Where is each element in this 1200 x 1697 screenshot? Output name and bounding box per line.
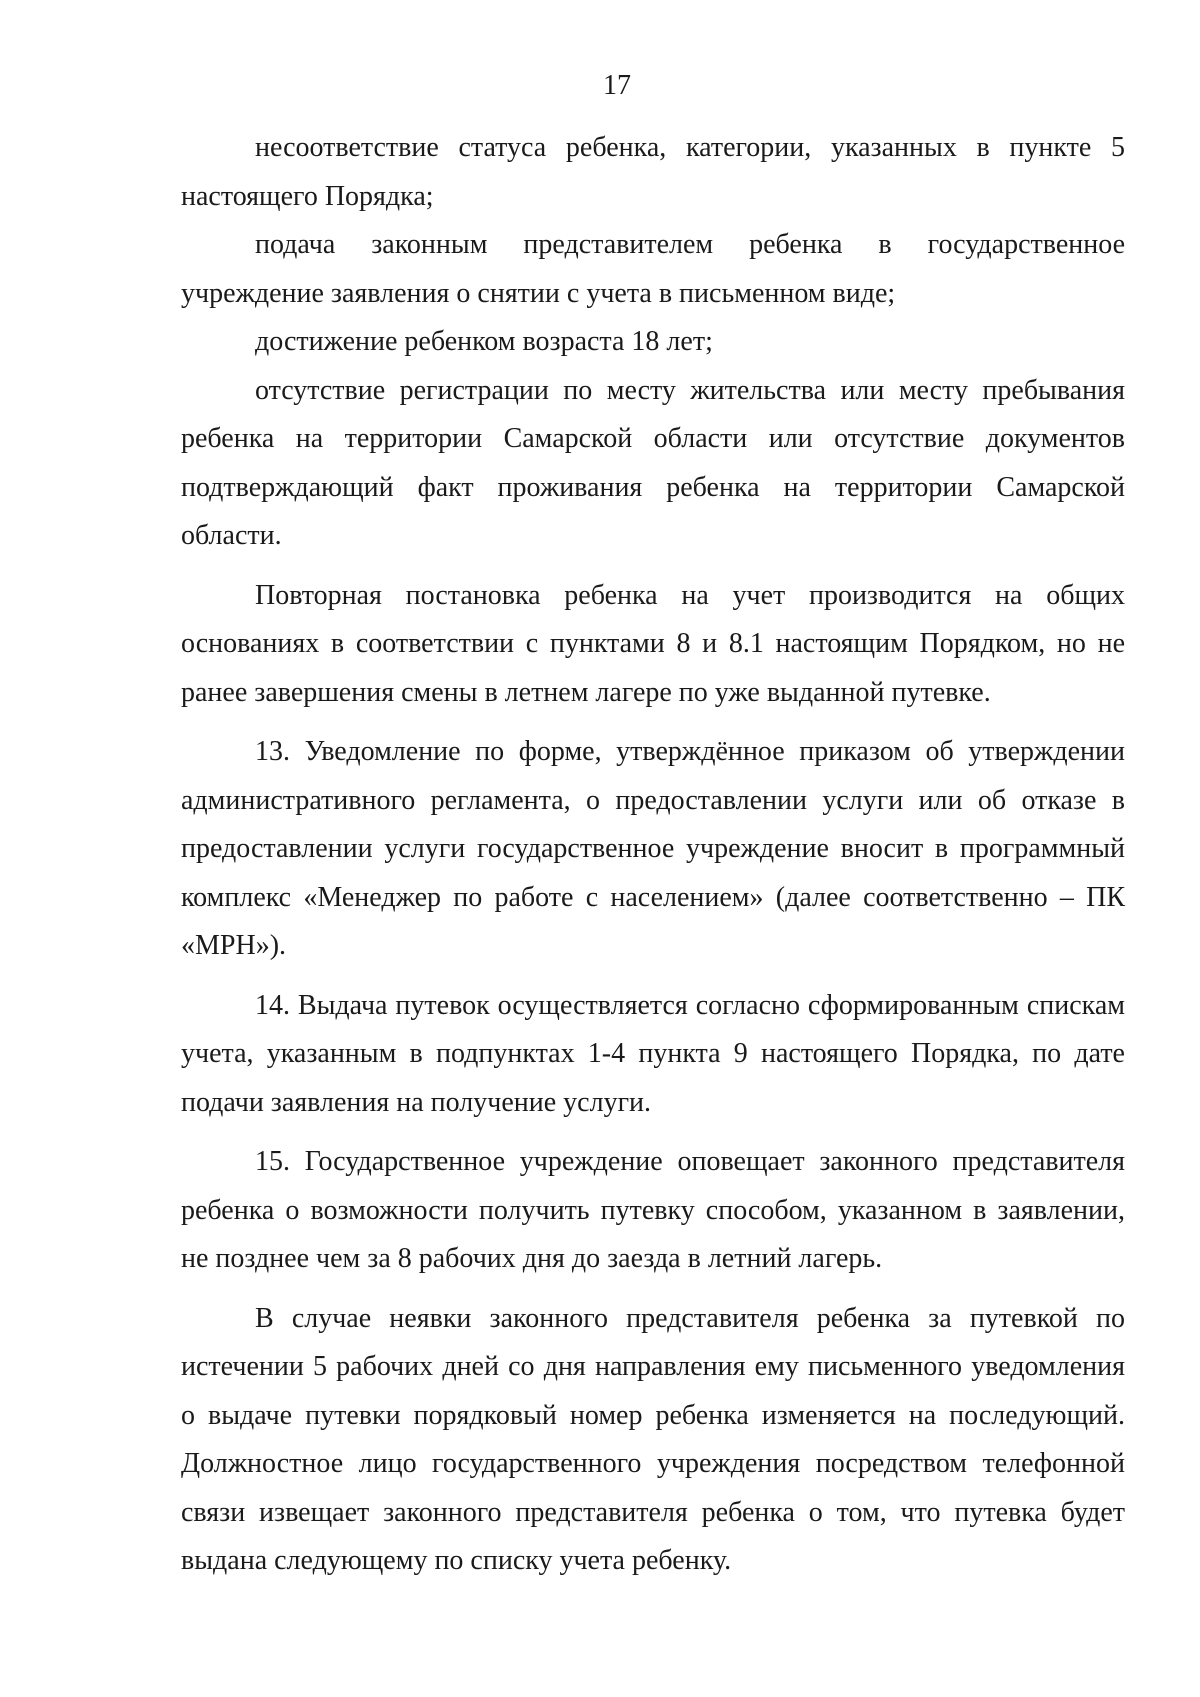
- paragraph-withdrawal-request: подача законным представителем ребенка в государственное учреждение заявления о снятии с учета в письменном виде;: [181, 229, 1125, 309]
- paragraph-repeat-registration: Повторная постановка ребенка на учет производится на общих основаниях в соответствии с пунктами 8 и 8.1 настоящим Порядком, но не ранее завершения смены в летнем лагере по уже выданной путевке.: [181, 579, 1125, 708]
- paragraph-no-registration: отсутствие регистрации по месту жительства или месту пребывания ребенка на территории Самарской области или отсутствие документов подтверждающий факт проживания ребенка на территории Самарской области.: [181, 374, 1125, 551]
- paragraph-no-show: В случае неявки законного представителя ребенка за путевкой по истечении 5 рабочих дней со дня направления ему письменного уведомления о выдаче путевки порядковый номер ребенка изменяется на последующий. Должностное лицо государственного учреждения посредством телефонной связи извещает законного представителя ребенка о том, что путевка будет выдана следующему по списку учета ребенку.: [181, 1302, 1125, 1576]
- paragraph-age-limit: достижение ребенком возраста 18 лет;: [255, 326, 713, 357]
- paragraph-status-mismatch: несоответствие статуса ребенка, категории, указанных в пункте 5 настоящего Порядка;: [181, 132, 1125, 212]
- paragraph-item-14: 14. Выдача путевок осуществляется согласно сформированным спискам учета, указанным в подпунктах 1-4 пункта 9 настоящего Порядка, по дате подачи заявления на получение услуги.: [181, 989, 1125, 1118]
- page-number: 17: [603, 70, 631, 101]
- paragraph-item-15: 15. Государственное учреждение оповещает законного представителя ребенка о возможности получить путевку способом, указанном в заявлении, не позднее чем за 8 рабочих дня до заезда в летний лагерь.: [181, 1146, 1125, 1274]
- paragraph-item-13: 13. Уведомление по форме, утверждённое приказом об утверждении административного регламента, о предоставлении услуги или об отказе в предоставлении услуги государственное учреждение вносит в программный комплекс «Менеджер по работе с населением» (далее соответственно – ПК «МРН»).: [181, 736, 1125, 961]
- document-body: [181, 124, 1125, 1586]
